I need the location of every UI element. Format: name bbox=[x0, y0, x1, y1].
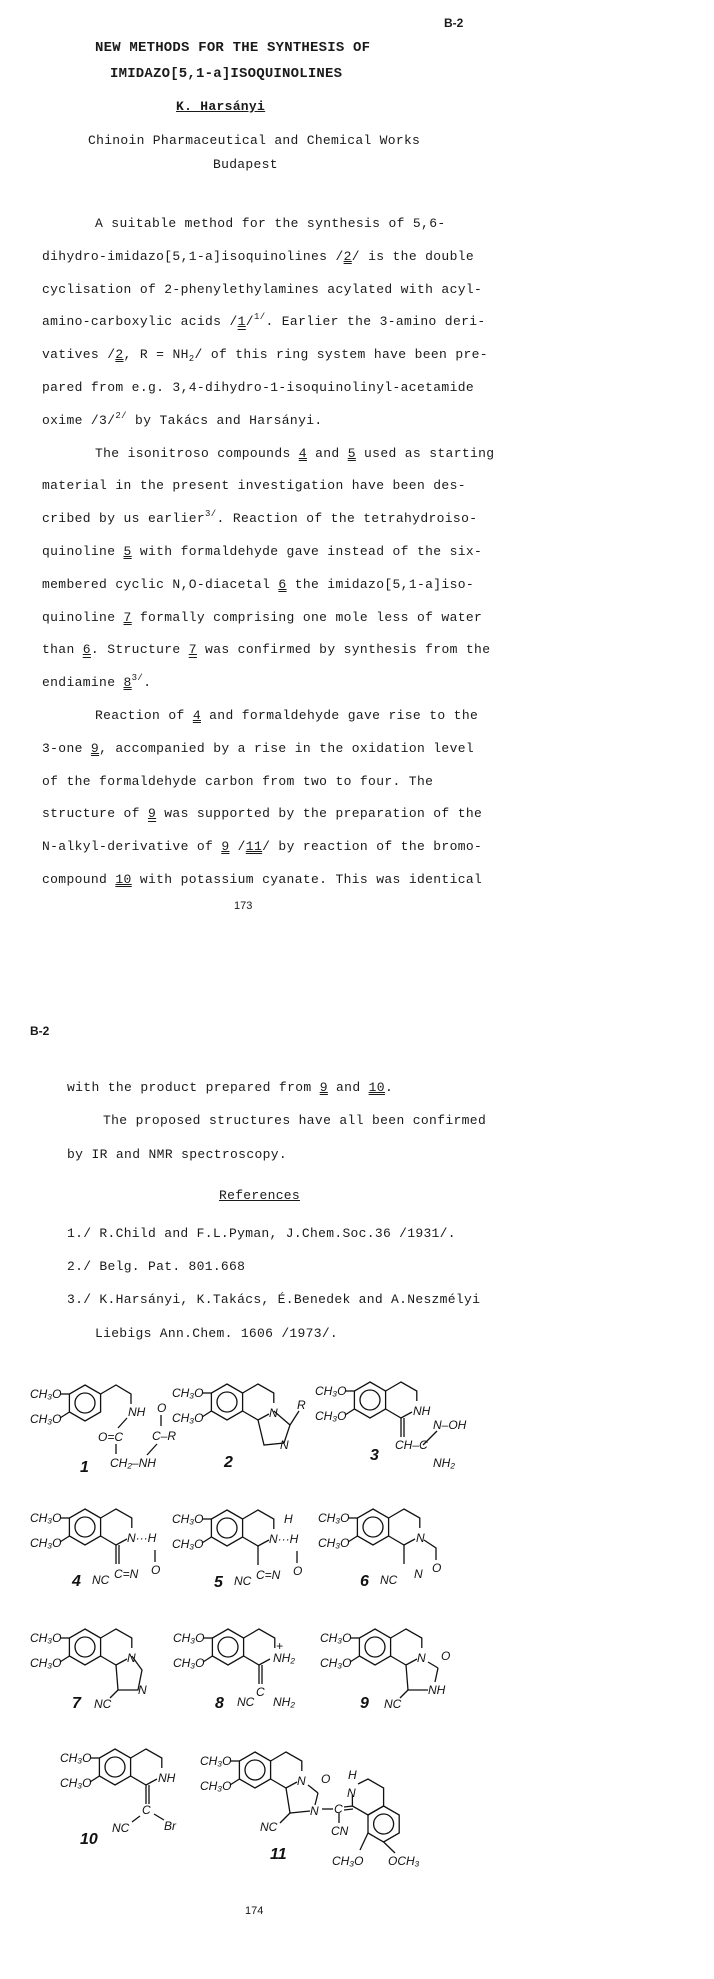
atom-label: N bbox=[127, 1651, 136, 1665]
body-text-page-1 bbox=[42, 208, 494, 897]
compound-number: 11 bbox=[270, 1846, 287, 1863]
methoxy-label: CH₃O bbox=[30, 1656, 62, 1670]
atom-label: CN bbox=[331, 1824, 349, 1838]
page-number: 174 bbox=[245, 1905, 264, 1917]
reference-3-continued: Liebigs Ann.Chem. 1606 /1973/. bbox=[95, 1326, 339, 1341]
atom-label: C bbox=[334, 1802, 343, 1816]
compound-ref: 7 bbox=[123, 609, 132, 625]
atom-label: NC bbox=[234, 1574, 252, 1588]
aromatic-circle bbox=[218, 1637, 238, 1657]
compound-ref: 4 bbox=[192, 707, 201, 723]
reference-3: 3./ K.Harsányi, K.Takács, É.Benedek and A.Neszmélyi bbox=[67, 1292, 481, 1307]
methoxy-label: CH₃O bbox=[30, 1387, 62, 1401]
aromatic-circle bbox=[75, 1637, 95, 1657]
compound-ref: 11 bbox=[245, 839, 263, 855]
structure-11 bbox=[200, 1735, 460, 1910]
page-header-code: B-2 bbox=[444, 16, 464, 30]
structure-8 bbox=[173, 1612, 333, 1727]
compound-ref: 2 bbox=[115, 347, 124, 363]
citation-superscript: 3/ bbox=[131, 673, 144, 684]
text-segment: cyclisation of 2-phenylethylamines acylated with acyl- bbox=[42, 281, 483, 297]
atom-label: N bbox=[417, 1651, 426, 1665]
text-line bbox=[42, 536, 494, 569]
atom-label: O bbox=[151, 1563, 161, 1577]
compound-number: 8 bbox=[215, 1695, 224, 1712]
atom-label: O bbox=[432, 1561, 442, 1575]
text-segment: and formaldehyde gave rise to the bbox=[200, 707, 479, 723]
heterocycle-ring bbox=[101, 1629, 132, 1648]
text-line bbox=[42, 503, 494, 536]
text-segment: amino-carboxylic acids / bbox=[42, 314, 238, 330]
reference-2: 2./ Belg. Pat. 801.668 bbox=[67, 1259, 246, 1274]
atom-label: O bbox=[157, 1401, 167, 1415]
page-header-code: B-2 bbox=[30, 1024, 50, 1038]
text-segment: . bbox=[143, 675, 152, 691]
compound-ref: 9 bbox=[90, 740, 100, 756]
text-line bbox=[42, 864, 494, 897]
text-line bbox=[42, 470, 494, 503]
text-segment: Reaction of bbox=[95, 707, 193, 723]
compound-ref: 6 bbox=[278, 576, 287, 592]
text-segment: compound bbox=[42, 871, 116, 887]
methoxy-label: CH₃O bbox=[173, 1631, 205, 1645]
aromatic-circle bbox=[75, 1393, 95, 1413]
text-segment: . Reaction of the tetrahydroiso- bbox=[216, 511, 478, 527]
aromatic-circle bbox=[365, 1637, 385, 1657]
methoxy-label: CH₃O bbox=[315, 1409, 347, 1423]
citation-superscript: 3/ bbox=[205, 509, 217, 520]
text-segment: , accompanied by a rise in the oxidation level bbox=[99, 740, 475, 756]
compound-ref: 5 bbox=[347, 445, 356, 461]
atom-label: NH₂ bbox=[433, 1456, 455, 1470]
atom-label: H bbox=[348, 1768, 357, 1782]
methoxy-label: CH₃O bbox=[30, 1511, 62, 1525]
text-segment: / bbox=[245, 314, 254, 330]
benzene-ring bbox=[239, 1752, 270, 1788]
title-line-2: IMIDAZO[5,1-a]ISOQUINOLINES bbox=[110, 66, 343, 82]
text-line bbox=[42, 438, 494, 471]
text-segment: dihydro-imidazo[5,1-a]isoquinolines / bbox=[42, 248, 344, 264]
atom-label: N···H bbox=[127, 1531, 157, 1545]
methoxy-label: CH₃O bbox=[172, 1537, 204, 1551]
page-number: 173 bbox=[234, 900, 253, 912]
atom-label: NH bbox=[158, 1771, 176, 1785]
text-segment: was supported by the preparation of the bbox=[156, 806, 483, 822]
text-line bbox=[42, 831, 494, 864]
compound-number: 2 bbox=[224, 1454, 233, 1471]
compound-ref: 5 bbox=[123, 543, 132, 559]
reference-1: 1./ R.Child and F.L.Pyman, J.Chem.Soc.36 /1931/. bbox=[67, 1226, 456, 1241]
text-line bbox=[42, 306, 494, 339]
atom-label: C–R bbox=[152, 1429, 177, 1443]
structure-3 bbox=[315, 1365, 475, 1485]
text-line bbox=[42, 274, 494, 307]
text-segment: The proposed structures have all been confirmed bbox=[103, 1113, 487, 1129]
atom-label: N bbox=[269, 1406, 278, 1420]
structure-9 bbox=[320, 1612, 480, 1727]
benzene-ring bbox=[69, 1629, 100, 1665]
aromatic-circle bbox=[245, 1760, 265, 1780]
benzene-ring bbox=[354, 1382, 385, 1418]
heterocycle-ring bbox=[244, 1629, 275, 1648]
text-segment: by Takács and Harsányi. bbox=[126, 412, 323, 428]
text-line bbox=[42, 798, 494, 831]
aromatic-circle bbox=[363, 1517, 383, 1537]
text-segment: membered cyclic N,O-diacetal bbox=[42, 576, 279, 592]
benzene-ring bbox=[99, 1749, 130, 1785]
aromatic-circle bbox=[217, 1392, 237, 1412]
compound-ref: 6 bbox=[82, 642, 91, 658]
text-segment: quinoline bbox=[42, 543, 124, 559]
atom-label: H bbox=[284, 1512, 293, 1526]
text-segment: of the formaldehyde carbon from two to four. The bbox=[42, 773, 434, 789]
heterocycle-ring bbox=[271, 1779, 297, 1788]
benzene-ring bbox=[211, 1384, 242, 1420]
methoxy-label: CH₃O bbox=[30, 1536, 62, 1550]
text-segment: structure of bbox=[42, 806, 148, 822]
text-segment: pared from e.g. 3,4-dihydro-1-isoquinolinyl-acetamide bbox=[42, 379, 475, 395]
atom-label: O bbox=[293, 1564, 303, 1578]
methoxy-label: CH₃O bbox=[318, 1511, 350, 1525]
aromatic-circle bbox=[360, 1390, 380, 1410]
text-segment: endiamine bbox=[42, 675, 124, 691]
atom-label: O=C bbox=[98, 1430, 124, 1444]
text-segment: , R = NH bbox=[123, 347, 189, 363]
structure-6 bbox=[318, 1492, 478, 1607]
text-segment: / bbox=[229, 839, 246, 855]
heterocycle-ring bbox=[389, 1509, 420, 1528]
atom-label: NC bbox=[112, 1821, 130, 1835]
atom-label: NC bbox=[94, 1697, 112, 1711]
structure-7 bbox=[30, 1612, 190, 1727]
text-line bbox=[42, 569, 494, 602]
atom-label: N–OH bbox=[433, 1418, 467, 1432]
citation-superscript: 2/ bbox=[115, 410, 127, 421]
heterocycle-ring bbox=[386, 1382, 417, 1401]
atom-label: CH–C bbox=[395, 1438, 428, 1452]
methoxy-label: CH₃O bbox=[318, 1536, 350, 1550]
references-heading: References bbox=[219, 1188, 301, 1203]
text-segment: with formaldehyde gave instead of the six- bbox=[131, 543, 483, 559]
heterocycle-ring bbox=[101, 1536, 127, 1545]
methoxy-label: CH₃O bbox=[320, 1656, 352, 1670]
text-segment: formally comprising one mole less of water bbox=[131, 609, 483, 625]
structure-10 bbox=[60, 1732, 220, 1852]
text-segment: cribed by us earlier bbox=[42, 511, 206, 527]
text-line bbox=[42, 208, 494, 241]
text-segment: by IR and NMR spectroscopy. bbox=[67, 1146, 288, 1162]
structure-1 bbox=[30, 1368, 190, 1483]
methoxy-label: CH₃O bbox=[172, 1386, 204, 1400]
heterocycle-ring bbox=[391, 1629, 422, 1648]
citation-superscript: 1/ bbox=[253, 312, 266, 323]
benzene-ring bbox=[212, 1629, 243, 1665]
atom-label: NC bbox=[384, 1697, 402, 1711]
methoxy-label: CH₃O bbox=[315, 1384, 347, 1398]
text-segment: quinoline bbox=[42, 609, 124, 625]
text-segment: . bbox=[384, 1080, 394, 1095]
atom-label: N···H bbox=[269, 1532, 299, 1546]
title-line-1: NEW METHODS FOR THE SYNTHESIS OF bbox=[95, 40, 371, 56]
benzene-ring bbox=[359, 1629, 390, 1665]
benzene-ring bbox=[211, 1510, 242, 1546]
methoxy-label: CH₃O bbox=[60, 1776, 92, 1790]
heterocycle-ring bbox=[101, 1509, 132, 1528]
methoxy-label: CH₃O bbox=[173, 1656, 205, 1670]
atom-label: NH₂ bbox=[273, 1651, 295, 1665]
methoxy-label: OCH₃ bbox=[388, 1854, 420, 1868]
text-line bbox=[42, 766, 494, 799]
atom-label: NC bbox=[260, 1820, 278, 1834]
heterocycle-ring bbox=[131, 1776, 157, 1785]
charge-label: + bbox=[276, 1639, 284, 1653]
heterocycle-ring bbox=[101, 1656, 127, 1665]
text-line bbox=[42, 241, 494, 274]
methoxy-label: CH₃O bbox=[200, 1754, 232, 1768]
heterocycle-ring bbox=[391, 1656, 417, 1665]
structure-4 bbox=[30, 1492, 190, 1607]
compound-number: 4 bbox=[72, 1573, 81, 1590]
heterocycle-ring bbox=[243, 1510, 274, 1529]
heterocycle-ring bbox=[389, 1536, 415, 1545]
body-text-page-2 bbox=[67, 1071, 486, 1171]
text-segment: . Earlier the 3-amino deri- bbox=[265, 314, 486, 330]
methoxy-label: CH₃O bbox=[30, 1631, 62, 1645]
text-line bbox=[42, 339, 494, 372]
text-segment: material in the present investigation have been des- bbox=[42, 478, 466, 494]
text-segment: the imidazo[5,1-a]iso- bbox=[286, 576, 475, 592]
atom-label: C=N bbox=[114, 1567, 139, 1581]
text-segment: oxime /3/ bbox=[42, 412, 116, 428]
heterocycle-ring bbox=[243, 1384, 274, 1403]
compound-number: 10 bbox=[80, 1831, 98, 1848]
compound-ref: 9 bbox=[147, 806, 157, 822]
atom-label: NH bbox=[128, 1405, 146, 1419]
methoxy-label: CH₃O bbox=[172, 1411, 204, 1425]
text-line bbox=[42, 602, 494, 635]
atom-label: O bbox=[321, 1772, 331, 1786]
heterocycle-ring bbox=[386, 1409, 412, 1418]
text-segment: vatives / bbox=[42, 347, 116, 363]
text-segment: used as starting bbox=[355, 445, 495, 461]
atom-label: CH₂–NH bbox=[110, 1456, 156, 1470]
atom-label: NC bbox=[237, 1695, 255, 1709]
compound-ref: 4 bbox=[298, 445, 307, 461]
compound-number: 5 bbox=[214, 1574, 223, 1591]
text-line bbox=[42, 700, 494, 733]
text-segment: 3-one bbox=[42, 740, 91, 756]
atom-label: N bbox=[416, 1531, 425, 1545]
compound-number: 7 bbox=[72, 1695, 81, 1712]
atom-label: N bbox=[297, 1774, 306, 1788]
city: Budapest bbox=[213, 157, 278, 172]
text-line bbox=[42, 372, 494, 405]
text-segment: / is the double bbox=[351, 248, 475, 264]
text-segment: with the product prepared from bbox=[67, 1080, 320, 1095]
text-segment: than bbox=[42, 642, 83, 658]
methoxy-label: CH₃O bbox=[172, 1512, 204, 1526]
heterocycle-ring bbox=[243, 1411, 269, 1420]
text-segment: was confirmed by synthesis from the bbox=[196, 642, 491, 658]
atom-label: NH bbox=[413, 1404, 431, 1418]
atom-label: NC bbox=[92, 1573, 110, 1587]
benzene-ring bbox=[69, 1385, 100, 1421]
atom-label: R bbox=[297, 1398, 306, 1412]
compound-ref: 2 bbox=[343, 248, 352, 264]
compound-ref: 9 bbox=[319, 1080, 328, 1095]
heterocycle-ring bbox=[271, 1752, 302, 1771]
compound-number: 9 bbox=[360, 1695, 369, 1712]
affiliation: Chinoin Pharmaceutical and Chemical Works bbox=[88, 133, 421, 148]
text-segment: N-alkyl-derivative of bbox=[42, 839, 222, 855]
methoxy-label: CH₃O bbox=[332, 1854, 364, 1868]
text-line bbox=[67, 1138, 486, 1171]
compound-ref: 10 bbox=[368, 1080, 385, 1095]
aromatic-circle bbox=[105, 1757, 125, 1777]
compound-number: 6 bbox=[360, 1573, 369, 1590]
heterocycle-ring bbox=[243, 1537, 269, 1546]
aromatic-circle bbox=[217, 1518, 237, 1538]
methoxy-label: CH₃O bbox=[320, 1631, 352, 1645]
benzene-ring bbox=[357, 1509, 388, 1545]
text-segment: / by reaction of the bromo- bbox=[262, 839, 483, 855]
compound-ref: 1 bbox=[237, 314, 246, 330]
atom-label: Br bbox=[164, 1819, 176, 1833]
compound-ref: 7 bbox=[188, 642, 197, 658]
text-segment: A suitable method for the synthesis of 5,6- bbox=[95, 216, 446, 231]
text-segment: with potassium cyanate. This was identical bbox=[131, 871, 483, 887]
text-line bbox=[42, 733, 494, 766]
atom-label: N bbox=[280, 1438, 289, 1452]
compound-ref: 8 bbox=[123, 675, 132, 691]
atom-label: C=N bbox=[256, 1568, 281, 1582]
author: K. Harsányi bbox=[176, 99, 266, 114]
subscript: 2 bbox=[188, 354, 195, 365]
atom-label: C bbox=[142, 1803, 151, 1817]
compound-ref: 10 bbox=[115, 871, 132, 887]
benzene-ring bbox=[69, 1509, 100, 1545]
text-segment: / of this ring system have been pre- bbox=[194, 347, 488, 363]
methoxy-label: CH₃O bbox=[60, 1751, 92, 1765]
atom-label: N bbox=[347, 1786, 356, 1800]
structure-2 bbox=[172, 1367, 332, 1482]
atom-label: NC bbox=[380, 1573, 398, 1587]
atom-label: N bbox=[310, 1804, 319, 1818]
structure-5 bbox=[172, 1493, 332, 1608]
atom-label: N bbox=[414, 1567, 423, 1581]
text-segment: and bbox=[327, 1080, 369, 1095]
methoxy-label: CH₃O bbox=[200, 1779, 232, 1793]
atom-label: O bbox=[441, 1649, 451, 1663]
text-line bbox=[67, 1071, 486, 1104]
methoxy-label: CH₃O bbox=[30, 1412, 62, 1426]
text-line bbox=[42, 667, 494, 700]
text-line bbox=[42, 405, 494, 438]
compound-number: 3 bbox=[370, 1447, 379, 1464]
text-line bbox=[42, 634, 494, 667]
aromatic-circle bbox=[75, 1517, 95, 1537]
atom-label: NH₂ bbox=[273, 1695, 295, 1709]
text-line bbox=[67, 1104, 486, 1137]
compound-ref: 9 bbox=[221, 839, 230, 855]
heterocycle-ring bbox=[131, 1749, 162, 1768]
text-segment: and bbox=[306, 445, 348, 461]
atom-label: NH bbox=[428, 1683, 446, 1697]
text-segment: The isonitroso compounds bbox=[95, 445, 299, 461]
compound-number: 1 bbox=[80, 1459, 89, 1476]
text-segment: . Structure bbox=[90, 642, 189, 658]
atom-label: C bbox=[256, 1685, 265, 1699]
atom-label: N bbox=[138, 1683, 147, 1697]
heterocycle-ring bbox=[244, 1656, 270, 1665]
